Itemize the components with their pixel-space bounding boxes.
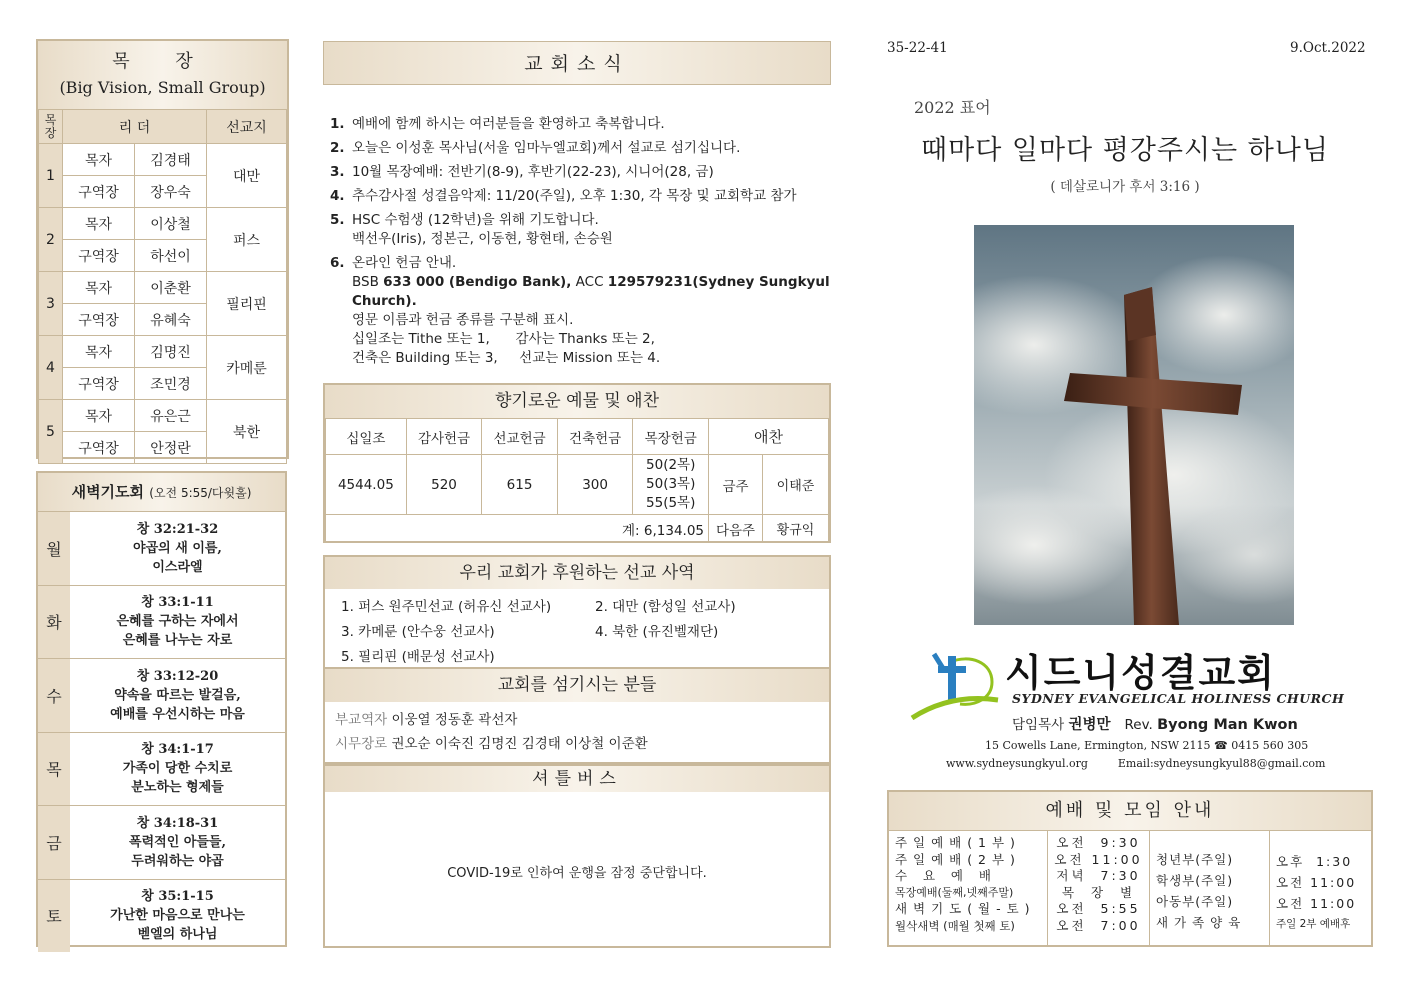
bsb-label: BSB xyxy=(352,274,384,290)
scripture-ref: 창 35:1-15 xyxy=(141,889,214,905)
day-label: 수 xyxy=(38,659,70,732)
group-number: 3 xyxy=(39,272,63,336)
col-missionary-header: 선교지 xyxy=(207,110,287,144)
item-subtext: 영문 이름과 헌금 종류를 구분해 표시. xyxy=(352,312,574,328)
servers-names: 권오순 이숙진 김명진 김경태 이상철 이준환 xyxy=(387,736,648,752)
col-header: 애찬 xyxy=(709,419,829,455)
day-label: 화 xyxy=(38,586,70,659)
servers-label: 부교역자 xyxy=(335,712,388,728)
role-label: 구역장 xyxy=(63,368,135,400)
service-name: 새 벽 기 도 ( 월 - 토 ) xyxy=(895,901,1031,916)
dawn-passage xyxy=(70,733,285,806)
dawn-day-row xyxy=(38,732,285,806)
item-text: HSC 수험생 (12학년)을 위해 기도합니다. xyxy=(352,212,599,228)
church-address: 15 Cowells Lane, Ermington, NSW 2115 ☎ 0415 560 305 xyxy=(985,739,1309,752)
list-item xyxy=(330,187,835,206)
servers-names: 이웅열 정동훈 곽선자 xyxy=(387,712,518,728)
church-email[interactable]: Email:sydneysungkyul88@gmail.com xyxy=(1117,757,1326,770)
group-time: 오전 11:00 xyxy=(1276,896,1357,911)
shuttle-panel xyxy=(323,764,831,948)
service-name: 목장예배(둘째,넷째주말) xyxy=(895,885,1014,899)
list-item xyxy=(330,139,835,158)
leader-name: 장우숙 xyxy=(135,176,207,208)
dawn-day-row xyxy=(38,658,285,732)
offering-value: 615 xyxy=(482,455,558,515)
service-times xyxy=(1048,831,1150,945)
role-label: 목자 xyxy=(63,400,135,432)
offering-total-row xyxy=(326,515,829,543)
dawn-day-row xyxy=(38,879,285,953)
item-text: 추수감사절 성결음악제: 11/20(주일), 오후 1:30, 각 목장 및 교회학교 참가 xyxy=(352,188,797,204)
day-label: 금 xyxy=(38,806,70,879)
dawn-prayer-panel xyxy=(36,471,287,947)
group-name: 새 가 족 양 육 xyxy=(1156,915,1242,930)
list-item xyxy=(330,115,835,134)
group-number: 1 xyxy=(39,144,63,208)
leader-name: 유혜숙 xyxy=(135,304,207,336)
leader-name: 김명진 xyxy=(135,336,207,368)
mission-title: 우리 교회가 후원하는 선교 사역 xyxy=(325,557,829,589)
dawn-passage xyxy=(70,586,285,659)
sermon-line: 예배를 우선시하는 마음 xyxy=(110,706,245,722)
group-name: 청년부(주일) xyxy=(1156,852,1234,867)
dawn-prayer-title-bar xyxy=(38,473,285,511)
item-number: 6. xyxy=(330,255,345,271)
mokjang-offering: 50(2목) xyxy=(646,457,696,473)
sermon-line: 가난한 마음으로 만나는 xyxy=(110,908,245,924)
leader-name: 이상철 xyxy=(135,208,207,240)
sermon-line: 이스라엘 xyxy=(152,559,203,575)
servers-panel xyxy=(323,669,831,764)
role-label: 목자 xyxy=(63,208,135,240)
offering-values-row xyxy=(326,455,829,515)
item-subtext: 건축은 Building 또는 3, 선교는 Mission 또는 4. xyxy=(352,350,661,366)
table-row xyxy=(39,400,287,432)
sermon-line: 은혜를 구하는 자에서 xyxy=(116,614,239,630)
service-name: 월삭새벽 (매월 첫째 토) xyxy=(895,918,1015,933)
servers-row xyxy=(325,702,829,728)
scripture-ref: 창 34:18-31 xyxy=(136,815,219,831)
group-names xyxy=(1150,831,1270,945)
sermon-line: 분노하는 형제들 xyxy=(131,780,224,796)
dawn-passage xyxy=(70,806,285,879)
sermon-line: 벧엘의 하나님 xyxy=(137,927,218,943)
col-header: 건축헌금 xyxy=(557,419,633,455)
item-subtext: 십일조는 Tithe 또는 1, 감사는 Thanks 또는 2, xyxy=(352,331,655,347)
offering-value: 4544.05 xyxy=(326,455,407,515)
offering-header-row xyxy=(326,419,829,455)
col-header: 감사헌금 xyxy=(406,419,482,455)
group-name: 아동부(주일) xyxy=(1156,894,1234,909)
church-website[interactable]: www.sydneysungkyul.org xyxy=(946,757,1088,770)
pastor-name-en: Byong Man Kwon xyxy=(1157,717,1298,733)
leader-name: 김경태 xyxy=(135,144,207,176)
pastor-line xyxy=(1012,713,1298,734)
list-item xyxy=(330,211,835,249)
offering-panel xyxy=(323,383,831,543)
leader-name: 조민경 xyxy=(135,368,207,400)
news-list xyxy=(330,115,835,373)
mission-list xyxy=(325,589,829,671)
dawn-day-row xyxy=(38,511,285,585)
church-contact xyxy=(946,757,1326,770)
pastor-rev: Rev. xyxy=(1124,717,1158,733)
worship-schedule-panel xyxy=(887,790,1373,947)
motto-reference: ( 데살로니가 후서 3:16 ) xyxy=(1050,179,1200,195)
pastor-label: 담임목사 xyxy=(1012,717,1069,733)
mokjang-table xyxy=(38,109,287,464)
dawn-day-row xyxy=(38,585,285,659)
bulletin-code: 35-22-41 xyxy=(887,40,948,56)
role-label: 구역장 xyxy=(63,304,135,336)
mokjang-offering: 55(5목) xyxy=(646,495,696,511)
role-label: 목자 xyxy=(63,144,135,176)
col-leader-header: 리 더 xyxy=(63,110,207,144)
leader-name: 이춘환 xyxy=(135,272,207,304)
col-header: 십일조 xyxy=(326,419,407,455)
cross-photo xyxy=(974,225,1294,625)
mokjang-panel xyxy=(36,39,289,459)
group-number: 2 xyxy=(39,208,63,272)
item-text: 온라인 헌금 안내. xyxy=(352,255,457,271)
service-time: 저녁 7:30 xyxy=(1056,868,1141,883)
leader-name: 안정란 xyxy=(135,432,207,464)
offering-title: 향기로운 예물 및 애찬 xyxy=(325,385,829,418)
list-item xyxy=(330,254,835,368)
group-times xyxy=(1270,831,1371,945)
item-subtext: 백선우(Iris), 정본근, 이동현, 황현태, 손승원 xyxy=(352,231,613,247)
scripture-ref: 창 32:21-32 xyxy=(136,521,219,537)
mokjang-title-bar xyxy=(38,41,287,109)
dawn-passage xyxy=(70,512,285,585)
sermon-line: 두려워하는 야곱 xyxy=(131,853,224,869)
day-label: 목 xyxy=(38,733,70,806)
dawn-passage xyxy=(70,659,285,732)
mokjang-offering-cell xyxy=(633,455,709,515)
sermon-line: 야곱의 새 이름, xyxy=(133,540,222,556)
mission-country: 카메룬 xyxy=(207,336,287,400)
item-number: 3. xyxy=(330,164,345,180)
role-label: 구역장 xyxy=(63,240,135,272)
role-label: 구역장 xyxy=(63,176,135,208)
dawn-prayer-time: (오전 5:55/다윗홀) xyxy=(149,486,252,500)
bank-info xyxy=(352,273,835,311)
dawn-day-row xyxy=(38,805,285,879)
aechan-name: 황규익 xyxy=(763,515,829,543)
leader-name: 하선이 xyxy=(135,240,207,272)
mokjang-title: 목 장 xyxy=(112,51,213,72)
service-time: 오전 9:30 xyxy=(1056,835,1141,850)
service-name: 주 일 예 배 ( 1 부 ) xyxy=(895,835,1016,850)
pastor-name-kr: 권병만 xyxy=(1068,717,1111,733)
acc-value: 129579231(Sydney Sungkyul Church). xyxy=(352,274,830,309)
group-time: 주일 2부 예배후 xyxy=(1276,918,1351,930)
news-title: 교회소식 xyxy=(323,41,831,85)
service-time: 오전 7:00 xyxy=(1056,917,1141,933)
service-time: 목 장 별 xyxy=(1061,884,1136,900)
mission-country: 북한 xyxy=(207,400,287,464)
item-number: 4. xyxy=(330,188,345,204)
dawn-prayer-title: 새벽기도회 xyxy=(71,483,145,501)
shuttle-title: 셔틀버스 xyxy=(325,766,829,792)
table-row xyxy=(39,208,287,240)
group-name: 학생부(주일) xyxy=(1156,873,1234,888)
church-logo-icon xyxy=(910,648,1000,724)
service-name: 수 요 예 배 xyxy=(895,868,991,883)
worship-schedule-grid xyxy=(889,830,1371,945)
dawn-passage xyxy=(70,880,285,953)
item-number: 5. xyxy=(330,212,345,228)
church-name-english: SYDNEY EVANGELICAL HOLINESS CHURCH xyxy=(1012,691,1345,706)
list-item: 3. 카메룬 (안수웅 선교사) xyxy=(341,624,495,640)
service-name: 주 일 예 배 ( 2 부 ) xyxy=(895,851,1016,867)
list-item xyxy=(330,163,835,182)
list-item: 1. 퍼스 원주민선교 (허유신 선교사) xyxy=(341,599,552,615)
mokjang-subtitle: (Big Vision, Small Group) xyxy=(59,78,266,97)
table-row xyxy=(39,272,287,304)
aechan-label: 금주 xyxy=(709,455,763,515)
service-names xyxy=(889,831,1048,945)
list-item: 2. 대만 (함성일 선교사) xyxy=(595,599,736,615)
servers-row xyxy=(325,728,829,752)
item-text: 10월 목장예배: 전반기(8-9), 후반기(22-23), 시니어(28, 금) xyxy=(352,164,714,180)
col-header: 선교헌금 xyxy=(482,419,558,455)
bulletin-date: 9.Oct.2022 xyxy=(1290,40,1366,56)
sermon-line: 폭력적인 아들들, xyxy=(129,834,226,850)
servers-title: 교회를 섬기시는 분들 xyxy=(325,669,829,702)
group-time: 오후 1:30 xyxy=(1276,854,1353,869)
item-number: 2. xyxy=(330,140,345,156)
item-number: 1. xyxy=(330,116,345,132)
aechan-name: 이태준 xyxy=(763,455,829,515)
sermon-line: 가족이 당한 수치로 xyxy=(122,761,233,777)
offering-value: 300 xyxy=(557,455,633,515)
group-number: 4 xyxy=(39,336,63,400)
scripture-ref: 창 33:12-20 xyxy=(136,668,219,684)
role-label: 목자 xyxy=(63,336,135,368)
leader-name: 유은근 xyxy=(135,400,207,432)
motto: 때마다 일마다 평강주시는 하나님 xyxy=(921,135,1329,166)
bsb-value: 633 000 (Bendigo Bank), xyxy=(383,274,572,290)
acc-label: ACC xyxy=(571,274,608,290)
servers-label: 시무장로 xyxy=(335,736,388,752)
table-row xyxy=(39,144,287,176)
mokjang-table-header xyxy=(39,110,287,144)
group-number: 5 xyxy=(39,400,63,464)
offering-total: 계: 6,134.05 xyxy=(326,515,709,543)
group-time: 오전 11:00 xyxy=(1276,875,1357,890)
item-text: 예배에 함께 하시는 여러분들을 환영하고 축복합니다. xyxy=(352,116,665,132)
table-row xyxy=(39,336,287,368)
shuttle-message: COVID-19로 인하여 운행을 잠정 중단합니다. xyxy=(447,866,707,881)
day-label: 토 xyxy=(38,880,70,953)
offering-table xyxy=(325,418,829,543)
worship-title: 예배 및 모임 안내 xyxy=(889,792,1371,830)
aechan-label: 다음주 xyxy=(709,515,763,543)
mission-country: 퍼스 xyxy=(207,208,287,272)
item-text: 오늘은 이성훈 목사님(서울 임마누엘교회)께서 설교로 섬기십니다. xyxy=(352,140,741,156)
role-label: 구역장 xyxy=(63,432,135,464)
offering-value: 520 xyxy=(406,455,482,515)
day-label: 월 xyxy=(38,512,70,585)
list-item: 4. 북한 (유진벨재단) xyxy=(595,624,719,640)
role-label: 목자 xyxy=(63,272,135,304)
scripture-ref: 창 33:1-11 xyxy=(141,595,214,611)
mission-panel xyxy=(323,555,831,669)
col-header: 목장헌금 xyxy=(633,419,709,455)
mokjang-offering: 50(3목) xyxy=(646,476,696,492)
service-time: 오전 11:00 xyxy=(1054,851,1143,867)
service-time: 오전 5:55 xyxy=(1056,901,1141,916)
list-item: 5. 필리핀 (배문성 선교사) xyxy=(341,649,495,665)
sermon-line: 약속을 따르는 발걸음, xyxy=(114,687,241,703)
mission-country: 필리핀 xyxy=(207,272,287,336)
sermon-line: 은혜를 나누는 자로 xyxy=(122,633,233,649)
motto-label: 2022 표어 xyxy=(914,98,991,117)
church-name: 시드니성결교회 xyxy=(1005,651,1276,695)
scripture-ref: 창 34:1-17 xyxy=(141,742,214,758)
col-group-header: 목장 xyxy=(39,110,63,144)
mission-country: 대만 xyxy=(207,144,287,208)
